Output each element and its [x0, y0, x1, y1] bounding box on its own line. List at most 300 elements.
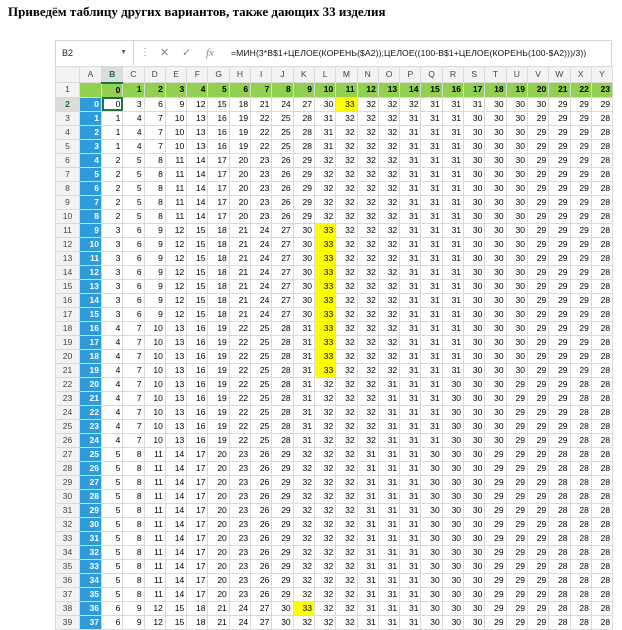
cell-e29[interactable]: 14 [165, 475, 186, 489]
cell-r36[interactable]: 30 [442, 573, 463, 587]
row-header-32[interactable]: 32 [56, 517, 80, 531]
cell-s28[interactable]: 30 [464, 461, 485, 475]
cell-k21[interactable]: 31 [293, 363, 314, 377]
cell-n24[interactable]: 32 [357, 405, 378, 419]
cell-j35[interactable]: 29 [272, 559, 293, 573]
cell-d37[interactable]: 11 [144, 587, 165, 601]
more-icon[interactable]: ⋮ [140, 47, 150, 58]
cell-w10[interactable]: 29 [549, 209, 570, 223]
cell-g6[interactable]: 17 [208, 153, 229, 167]
cell-m28[interactable]: 32 [336, 461, 357, 475]
cell-r13[interactable]: 31 [442, 251, 463, 265]
column-header-r[interactable]: R [442, 67, 463, 83]
cell-u28[interactable]: 29 [506, 461, 527, 475]
cell-i39[interactable]: 27 [251, 615, 272, 629]
cell-x21[interactable]: 29 [570, 363, 591, 377]
row-header-10[interactable]: 10 [56, 209, 80, 223]
cell-o12[interactable]: 32 [378, 237, 399, 251]
cell-p11[interactable]: 31 [400, 223, 421, 237]
cell-p13[interactable]: 31 [400, 251, 421, 265]
cell-u39[interactable]: 29 [506, 615, 527, 629]
cell-l17[interactable]: 33 [314, 307, 335, 321]
cell-k23[interactable]: 31 [293, 391, 314, 405]
cell-v27[interactable]: 29 [527, 447, 548, 461]
row-header-22[interactable]: 22 [56, 377, 80, 391]
cell-h32[interactable]: 23 [229, 517, 250, 531]
cell-h17[interactable]: 21 [229, 307, 250, 321]
cell-v19[interactable]: 29 [527, 335, 548, 349]
cell-l9[interactable]: 32 [314, 195, 335, 209]
column-header-o[interactable]: O [378, 67, 399, 83]
cell-r26[interactable]: 30 [442, 433, 463, 447]
cell-n4[interactable]: 32 [357, 125, 378, 139]
cell-g2[interactable]: 15 [208, 97, 229, 111]
cell-w35[interactable]: 28 [549, 559, 570, 573]
cell-q7[interactable]: 31 [421, 167, 442, 181]
cell-o37[interactable]: 31 [378, 587, 399, 601]
cell-c3[interactable]: 4 [123, 111, 144, 125]
cell-y26[interactable]: 28 [591, 433, 612, 447]
cell-s4[interactable]: 30 [464, 125, 485, 139]
cell-n3[interactable]: 32 [357, 111, 378, 125]
cell-g37[interactable]: 20 [208, 587, 229, 601]
cell-v33[interactable]: 29 [527, 531, 548, 545]
column-header-l[interactable]: L [314, 67, 335, 83]
cell-q39[interactable]: 30 [421, 615, 442, 629]
cell-u23[interactable]: 29 [506, 391, 527, 405]
cell-t27[interactable]: 29 [485, 447, 506, 461]
cell-i31[interactable]: 26 [251, 503, 272, 517]
cell-h4[interactable]: 19 [229, 125, 250, 139]
cell-y28[interactable]: 28 [591, 461, 612, 475]
cell-t8[interactable]: 30 [485, 181, 506, 195]
cell-q28[interactable]: 30 [421, 461, 442, 475]
cell-a38[interactable]: 36 [80, 601, 102, 615]
cell-p2[interactable]: 32 [400, 97, 421, 111]
cell-s13[interactable]: 30 [464, 251, 485, 265]
row-header-9[interactable]: 9 [56, 195, 80, 209]
cell-n14[interactable]: 32 [357, 265, 378, 279]
cell-k11[interactable]: 30 [293, 223, 314, 237]
cell-u29[interactable]: 29 [506, 475, 527, 489]
cell-p29[interactable]: 31 [400, 475, 421, 489]
cell-u35[interactable]: 29 [506, 559, 527, 573]
row-header-5[interactable]: 5 [56, 139, 80, 153]
cell-v1[interactable]: 20 [527, 83, 548, 98]
cell-y34[interactable]: 28 [591, 545, 612, 559]
cell-i12[interactable]: 24 [251, 237, 272, 251]
cell-m27[interactable]: 32 [336, 447, 357, 461]
row-header-1[interactable]: 1 [56, 83, 80, 98]
cell-r12[interactable]: 31 [442, 237, 463, 251]
cell-l6[interactable]: 32 [314, 153, 335, 167]
cell-w19[interactable]: 29 [549, 335, 570, 349]
cell-o34[interactable]: 31 [378, 545, 399, 559]
cell-f32[interactable]: 17 [187, 517, 208, 531]
cell-f28[interactable]: 17 [187, 461, 208, 475]
cell-o28[interactable]: 31 [378, 461, 399, 475]
cell-b14[interactable]: 3 [102, 265, 123, 279]
cell-v34[interactable]: 29 [527, 545, 548, 559]
cell-q35[interactable]: 30 [421, 559, 442, 573]
cell-t16[interactable]: 30 [485, 293, 506, 307]
cell-n27[interactable]: 31 [357, 447, 378, 461]
cell-x23[interactable]: 28 [570, 391, 591, 405]
cell-a22[interactable]: 20 [80, 377, 102, 391]
cell-g31[interactable]: 20 [208, 503, 229, 517]
cell-i4[interactable]: 22 [251, 125, 272, 139]
cell-l8[interactable]: 32 [314, 181, 335, 195]
cell-h3[interactable]: 19 [229, 111, 250, 125]
cell-w36[interactable]: 28 [549, 573, 570, 587]
cell-e24[interactable]: 13 [165, 405, 186, 419]
cell-e15[interactable]: 12 [165, 279, 186, 293]
cell-y11[interactable]: 28 [591, 223, 612, 237]
cell-k13[interactable]: 30 [293, 251, 314, 265]
cell-h9[interactable]: 20 [229, 195, 250, 209]
cell-a6[interactable]: 4 [80, 153, 102, 167]
cell-j1[interactable]: 8 [272, 83, 293, 98]
cell-t3[interactable]: 30 [485, 111, 506, 125]
cell-p21[interactable]: 31 [400, 363, 421, 377]
cell-r25[interactable]: 30 [442, 419, 463, 433]
cell-h24[interactable]: 22 [229, 405, 250, 419]
cell-l14[interactable]: 33 [314, 265, 335, 279]
cell-o39[interactable]: 31 [378, 615, 399, 629]
column-header-q[interactable]: Q [421, 67, 442, 83]
cell-p34[interactable]: 31 [400, 545, 421, 559]
cell-a11[interactable]: 9 [80, 223, 102, 237]
cell-t9[interactable]: 30 [485, 195, 506, 209]
cell-w1[interactable]: 21 [549, 83, 570, 98]
cell-q14[interactable]: 31 [421, 265, 442, 279]
cell-g38[interactable]: 21 [208, 601, 229, 615]
cell-i14[interactable]: 24 [251, 265, 272, 279]
cell-v12[interactable]: 29 [527, 237, 548, 251]
cell-e39[interactable]: 15 [165, 615, 186, 629]
cell-b20[interactable]: 4 [102, 349, 123, 363]
cell-q19[interactable]: 31 [421, 335, 442, 349]
cell-y1[interactable]: 23 [591, 83, 612, 98]
cell-n33[interactable]: 31 [357, 531, 378, 545]
cell-g10[interactable]: 17 [208, 209, 229, 223]
cell-x11[interactable]: 29 [570, 223, 591, 237]
cell-k32[interactable]: 32 [293, 517, 314, 531]
cell-c19[interactable]: 7 [123, 335, 144, 349]
cell-s20[interactable]: 30 [464, 349, 485, 363]
cell-i26[interactable]: 25 [251, 433, 272, 447]
cell-r34[interactable]: 30 [442, 545, 463, 559]
cell-d23[interactable]: 10 [144, 391, 165, 405]
cell-j5[interactable]: 25 [272, 139, 293, 153]
cell-b29[interactable]: 5 [102, 475, 123, 489]
cell-h7[interactable]: 20 [229, 167, 250, 181]
cell-l15[interactable]: 33 [314, 279, 335, 293]
cell-f21[interactable]: 16 [187, 363, 208, 377]
cell-l12[interactable]: 33 [314, 237, 335, 251]
cell-m38[interactable]: 32 [336, 601, 357, 615]
cell-q10[interactable]: 31 [421, 209, 442, 223]
cell-t36[interactable]: 29 [485, 573, 506, 587]
cell-w23[interactable]: 29 [549, 391, 570, 405]
row-header-36[interactable]: 36 [56, 573, 80, 587]
cell-j22[interactable]: 28 [272, 377, 293, 391]
cell-u22[interactable]: 29 [506, 377, 527, 391]
cell-m17[interactable]: 32 [336, 307, 357, 321]
cell-m11[interactable]: 32 [336, 223, 357, 237]
cell-g29[interactable]: 20 [208, 475, 229, 489]
cell-s17[interactable]: 30 [464, 307, 485, 321]
cell-j16[interactable]: 27 [272, 293, 293, 307]
column-header-e[interactable]: E [165, 67, 186, 83]
cell-o22[interactable]: 31 [378, 377, 399, 391]
cell-b34[interactable]: 5 [102, 545, 123, 559]
cell-k22[interactable]: 31 [293, 377, 314, 391]
cell-m6[interactable]: 32 [336, 153, 357, 167]
cell-a16[interactable]: 14 [80, 293, 102, 307]
cell-g28[interactable]: 20 [208, 461, 229, 475]
cell-f15[interactable]: 15 [187, 279, 208, 293]
cell-e28[interactable]: 14 [165, 461, 186, 475]
cell-j19[interactable]: 28 [272, 335, 293, 349]
cell-c12[interactable]: 6 [123, 237, 144, 251]
cell-e17[interactable]: 12 [165, 307, 186, 321]
cell-n2[interactable]: 32 [357, 97, 378, 111]
cell-p16[interactable]: 31 [400, 293, 421, 307]
cell-w20[interactable]: 29 [549, 349, 570, 363]
cell-u17[interactable]: 30 [506, 307, 527, 321]
cell-a5[interactable]: 3 [80, 139, 102, 153]
cell-g30[interactable]: 20 [208, 489, 229, 503]
column-header-u[interactable]: U [506, 67, 527, 83]
cell-f38[interactable]: 18 [187, 601, 208, 615]
cell-s10[interactable]: 30 [464, 209, 485, 223]
cell-r24[interactable]: 30 [442, 405, 463, 419]
cell-t15[interactable]: 30 [485, 279, 506, 293]
cell-g3[interactable]: 16 [208, 111, 229, 125]
row-header-38[interactable]: 38 [56, 601, 80, 615]
cell-h39[interactable]: 24 [229, 615, 250, 629]
cell-g36[interactable]: 20 [208, 573, 229, 587]
cell-h14[interactable]: 21 [229, 265, 250, 279]
cell-f22[interactable]: 16 [187, 377, 208, 391]
row-header-34[interactable]: 34 [56, 545, 80, 559]
cell-p33[interactable]: 31 [400, 531, 421, 545]
cell-d3[interactable]: 7 [144, 111, 165, 125]
cell-r38[interactable]: 30 [442, 601, 463, 615]
cell-f18[interactable]: 16 [187, 321, 208, 335]
cell-p17[interactable]: 31 [400, 307, 421, 321]
cell-v29[interactable]: 29 [527, 475, 548, 489]
cell-p5[interactable]: 31 [400, 139, 421, 153]
cell-k27[interactable]: 32 [293, 447, 314, 461]
row-header-11[interactable]: 11 [56, 223, 80, 237]
cell-e16[interactable]: 12 [165, 293, 186, 307]
cell-k20[interactable]: 31 [293, 349, 314, 363]
cell-r29[interactable]: 30 [442, 475, 463, 489]
cell-w22[interactable]: 29 [549, 377, 570, 391]
cell-b39[interactable]: 6 [102, 615, 123, 629]
cell-o31[interactable]: 31 [378, 503, 399, 517]
column-header-m[interactable]: M [336, 67, 357, 83]
cell-y23[interactable]: 28 [591, 391, 612, 405]
cell-q12[interactable]: 31 [421, 237, 442, 251]
cell-q29[interactable]: 30 [421, 475, 442, 489]
cell-n32[interactable]: 31 [357, 517, 378, 531]
cell-b32[interactable]: 5 [102, 517, 123, 531]
cell-i7[interactable]: 23 [251, 167, 272, 181]
cell-s14[interactable]: 30 [464, 265, 485, 279]
cell-f4[interactable]: 13 [187, 125, 208, 139]
cell-p39[interactable]: 31 [400, 615, 421, 629]
cell-m34[interactable]: 32 [336, 545, 357, 559]
cell-j17[interactable]: 27 [272, 307, 293, 321]
cell-w9[interactable]: 29 [549, 195, 570, 209]
cell-o9[interactable]: 32 [378, 195, 399, 209]
cell-e13[interactable]: 12 [165, 251, 186, 265]
cell-h25[interactable]: 22 [229, 419, 250, 433]
cell-y33[interactable]: 28 [591, 531, 612, 545]
cell-p15[interactable]: 31 [400, 279, 421, 293]
cell-x35[interactable]: 28 [570, 559, 591, 573]
cell-l31[interactable]: 32 [314, 503, 335, 517]
column-header-c[interactable]: C [123, 67, 144, 83]
cell-f9[interactable]: 14 [187, 195, 208, 209]
formula-input[interactable]: =МИН(3*B$1+ЦЕЛОЕ(КОРЕНЬ($A2));ЦЕЛОЕ((100-B$1+ЦЕЛОЕ(КОРЕНЬ(100-$A2)))/3)) [231, 48, 587, 58]
cell-j2[interactable]: 24 [272, 97, 293, 111]
cell-a15[interactable]: 13 [80, 279, 102, 293]
cell-h11[interactable]: 21 [229, 223, 250, 237]
cell-s7[interactable]: 30 [464, 167, 485, 181]
cell-c28[interactable]: 8 [123, 461, 144, 475]
cell-b21[interactable]: 4 [102, 363, 123, 377]
cell-v4[interactable]: 29 [527, 125, 548, 139]
cell-a37[interactable]: 35 [80, 587, 102, 601]
cell-l21[interactable]: 33 [314, 363, 335, 377]
cell-f8[interactable]: 14 [187, 181, 208, 195]
name-box[interactable] [56, 41, 134, 65]
cell-o19[interactable]: 32 [378, 335, 399, 349]
cell-a19[interactable]: 17 [80, 335, 102, 349]
cell-g4[interactable]: 16 [208, 125, 229, 139]
cell-d5[interactable]: 7 [144, 139, 165, 153]
cell-v32[interactable]: 29 [527, 517, 548, 531]
cell-k5[interactable]: 28 [293, 139, 314, 153]
cell-t20[interactable]: 30 [485, 349, 506, 363]
cell-y25[interactable]: 28 [591, 419, 612, 433]
cell-k19[interactable]: 31 [293, 335, 314, 349]
cell-x31[interactable]: 28 [570, 503, 591, 517]
cell-d33[interactable]: 11 [144, 531, 165, 545]
cell-c23[interactable]: 7 [123, 391, 144, 405]
cell-b30[interactable]: 5 [102, 489, 123, 503]
cell-y8[interactable]: 28 [591, 181, 612, 195]
cell-v30[interactable]: 29 [527, 489, 548, 503]
cell-a24[interactable]: 22 [80, 405, 102, 419]
cell-p4[interactable]: 31 [400, 125, 421, 139]
cell-d11[interactable]: 9 [144, 223, 165, 237]
cell-r16[interactable]: 31 [442, 293, 463, 307]
cell-r28[interactable]: 30 [442, 461, 463, 475]
cell-u27[interactable]: 29 [506, 447, 527, 461]
cell-u2[interactable]: 30 [506, 97, 527, 111]
cell-q18[interactable]: 31 [421, 321, 442, 335]
cell-t30[interactable]: 29 [485, 489, 506, 503]
cell-j18[interactable]: 28 [272, 321, 293, 335]
cell-e30[interactable]: 14 [165, 489, 186, 503]
cell-f37[interactable]: 17 [187, 587, 208, 601]
cell-j30[interactable]: 29 [272, 489, 293, 503]
cell-n5[interactable]: 32 [357, 139, 378, 153]
cell-b36[interactable]: 5 [102, 573, 123, 587]
cell-k33[interactable]: 32 [293, 531, 314, 545]
column-header-b[interactable]: B [102, 67, 123, 83]
cell-b3[interactable]: 1 [102, 111, 123, 125]
cell-s25[interactable]: 30 [464, 419, 485, 433]
cell-b5[interactable]: 1 [102, 139, 123, 153]
cell-i18[interactable]: 25 [251, 321, 272, 335]
cell-s21[interactable]: 30 [464, 363, 485, 377]
row-header-13[interactable]: 13 [56, 251, 80, 265]
cell-n19[interactable]: 32 [357, 335, 378, 349]
cell-y31[interactable]: 28 [591, 503, 612, 517]
cell-j4[interactable]: 25 [272, 125, 293, 139]
cell-d27[interactable]: 11 [144, 447, 165, 461]
cell-g14[interactable]: 18 [208, 265, 229, 279]
cell-o18[interactable]: 32 [378, 321, 399, 335]
cell-i13[interactable]: 24 [251, 251, 272, 265]
cell-c2[interactable]: 3 [123, 97, 144, 111]
cell-g17[interactable]: 18 [208, 307, 229, 321]
cell-d14[interactable]: 9 [144, 265, 165, 279]
cell-o21[interactable]: 32 [378, 363, 399, 377]
cell-o32[interactable]: 31 [378, 517, 399, 531]
cell-r27[interactable]: 30 [442, 447, 463, 461]
cell-a18[interactable]: 16 [80, 321, 102, 335]
cell-x15[interactable]: 29 [570, 279, 591, 293]
cell-j36[interactable]: 29 [272, 573, 293, 587]
cell-l2[interactable]: 30 [314, 97, 335, 111]
cell-n30[interactable]: 31 [357, 489, 378, 503]
cell-r19[interactable]: 31 [442, 335, 463, 349]
cell-h36[interactable]: 23 [229, 573, 250, 587]
cell-t17[interactable]: 30 [485, 307, 506, 321]
row-header-28[interactable]: 28 [56, 461, 80, 475]
column-header-w[interactable]: W [549, 67, 570, 83]
cell-m31[interactable]: 32 [336, 503, 357, 517]
cell-v14[interactable]: 29 [527, 265, 548, 279]
cell-r15[interactable]: 31 [442, 279, 463, 293]
cell-e27[interactable]: 14 [165, 447, 186, 461]
cell-g15[interactable]: 18 [208, 279, 229, 293]
row-header-4[interactable]: 4 [56, 125, 80, 139]
cell-k1[interactable]: 9 [293, 83, 314, 98]
cell-q27[interactable]: 30 [421, 447, 442, 461]
column-header-g[interactable]: G [208, 67, 229, 83]
cell-t14[interactable]: 30 [485, 265, 506, 279]
cell-o35[interactable]: 31 [378, 559, 399, 573]
cell-t21[interactable]: 30 [485, 363, 506, 377]
cell-p9[interactable]: 31 [400, 195, 421, 209]
cell-e3[interactable]: 10 [165, 111, 186, 125]
cell-g32[interactable]: 20 [208, 517, 229, 531]
cell-g1[interactable]: 5 [208, 83, 229, 98]
cell-e9[interactable]: 11 [165, 195, 186, 209]
cell-t13[interactable]: 30 [485, 251, 506, 265]
cell-i9[interactable]: 23 [251, 195, 272, 209]
cell-i29[interactable]: 26 [251, 475, 272, 489]
cell-d13[interactable]: 9 [144, 251, 165, 265]
